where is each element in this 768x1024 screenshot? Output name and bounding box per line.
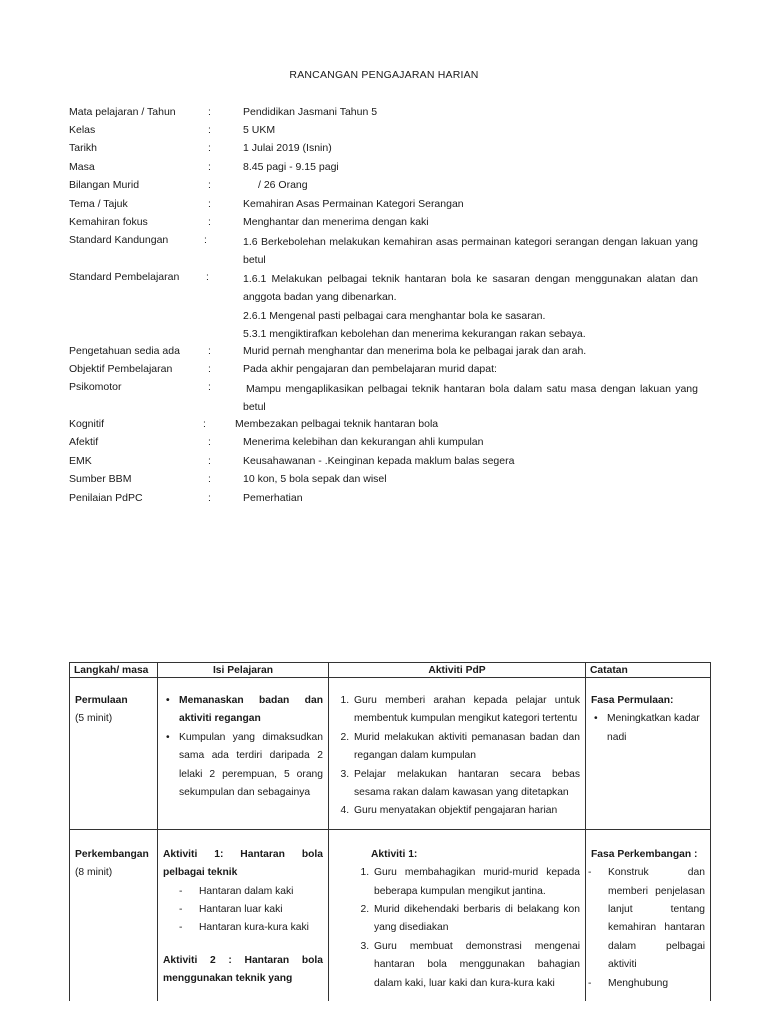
subject-value: Pendidikan Jasmani Tahun 5 [243, 106, 378, 118]
list-item: • Memanaskan badan dan aktiviti regangan [179, 692, 323, 729]
objective-value: Pada akhir pengajaran dan pembelajaran murid dapat: [243, 363, 497, 375]
info-row-assessment [0, 492, 768, 510]
info-row-date [0, 142, 768, 160]
assessment-value: Pemerhatian [243, 492, 303, 504]
date-label: Tarikh [69, 142, 98, 154]
info-row-theme [0, 198, 768, 216]
table-header-row [70, 663, 711, 678]
colon: : [204, 234, 207, 246]
affective-value: Menerima kelebihan dan kekurangan ahli kumpulan [243, 436, 484, 448]
list-item: 2. Murid melakukan aktiviti pemanasan badan dan regangan dalam kumpulan [352, 729, 580, 766]
stage-duration: (5 minit) [75, 713, 113, 725]
list-item: 3. Pelajar melakukan hantaran secara bebas sesama rakan dalam kawasan yang ditetapkan [352, 766, 580, 803]
learning-standard-label: Standard Pembelajaran [69, 271, 180, 283]
emk-label: EMK [69, 455, 92, 467]
content-cell [158, 829, 329, 1001]
activities-cell [329, 829, 586, 1001]
list-item: 3. Guru membuat demonstrasi mengenai hantaran bola menggunakan bahagian dalam kaki, luar kaki dan kura-kura kaki [372, 938, 580, 993]
colon: : [208, 161, 211, 173]
info-row-students [0, 179, 768, 197]
info-row-class [0, 124, 768, 142]
emk-value: Keusahawanan - .Keinginan kepada maklum balas segera [243, 455, 515, 467]
time-label: Masa [69, 161, 95, 173]
cognitive-label: Kognitif [69, 418, 105, 430]
time-value: 8.45 pagi - 9.15 pagi [243, 161, 339, 173]
notes-list [591, 864, 705, 993]
prior-knowledge-label: Pengetahuan sedia ada [69, 345, 180, 357]
colon: : [208, 345, 211, 357]
objective-label: Objektif Pembelajaran [69, 363, 173, 375]
list-item: - Hantaran dalam kaki [199, 883, 323, 901]
colon: : [208, 106, 211, 118]
colon: : [208, 216, 211, 228]
colon: : [206, 271, 209, 283]
content-standard-label: Standard Kandungan [69, 234, 169, 246]
info-row-focus [0, 216, 768, 234]
notes-list [591, 710, 705, 747]
info-row-cognitive [0, 418, 768, 436]
list-item: 2. Murid dikehendaki berbaris di belakang kon yang disediakan [372, 901, 580, 938]
header-step-time: Langkah/ masa [70, 663, 158, 678]
activities-title: Aktiviti 1: [371, 848, 418, 860]
content-standard-value: 1.6 Berkebolehan melakukan kemahiran asas permainan kategori serangan dengan lakuan yang betul [243, 236, 698, 267]
class-value: 5 UKM [243, 124, 276, 136]
theme-value: Kemahiran Asas Permainan Kategori Serangan [243, 198, 464, 210]
notes-title: Fasa Permulaan: [591, 695, 674, 706]
activities-cell [329, 678, 586, 830]
date-value: 1 Julai 2019 (Isnin) [243, 142, 332, 154]
info-row-emk [0, 455, 768, 473]
info-row-subject [0, 106, 768, 124]
bbm-label: Sumber BBM [69, 473, 132, 485]
list-item: 4. Guru menyatakan objektif pengajaran harian [352, 802, 580, 820]
stage-cell [70, 829, 158, 1001]
colon: : [208, 198, 211, 210]
focus-label: Kemahiran fokus [69, 216, 148, 228]
table-row [70, 829, 711, 1001]
assessment-label: Penilaian PdPC [69, 492, 143, 504]
stage-cell [70, 678, 158, 830]
colon: : [208, 436, 211, 448]
list-item: - Menghubung [608, 975, 705, 993]
colon: : [203, 418, 206, 430]
theme-label: Tema / Tajuk [69, 198, 128, 210]
colon: : [208, 142, 211, 154]
content-cell [158, 678, 329, 830]
activity1-title: Aktiviti 1: Hantaran bola pelbagai teknik [163, 848, 323, 879]
notes-cell [586, 678, 711, 830]
info-row-prior-knowledge [0, 345, 768, 363]
class-label: Kelas [69, 124, 96, 136]
activity2-title: Aktiviti 2 : Hantaran bola menggunakan teknik yang [163, 954, 323, 985]
list-item: - Hantaran kura-kura kaki [199, 919, 323, 937]
activities-list [334, 864, 580, 993]
colon: : [208, 381, 211, 393]
learning-standard-1: 1.6.1 Melakukan pelbagai teknik hantaran bola ke sasaran dengan menggunakan alatan dan anggota badan yang dibenarkan. [243, 273, 698, 304]
cognitive-value: Membezakan pelbagai teknik hantaran bola [235, 418, 439, 430]
students-value: / 26 Orang [258, 179, 308, 191]
stage-duration: (8 minit) [75, 867, 113, 879]
content-list [163, 692, 323, 802]
stage-name: Permulaan [75, 695, 128, 706]
colon: : [208, 492, 211, 504]
info-row-affective [0, 436, 768, 454]
prior-knowledge-value: Murid pernah menghantar dan menerima bola ke pelbagai jarak dan arah. [243, 345, 587, 357]
colon: : [208, 363, 211, 375]
focus-value: Menghantar dan menerima dengan kaki [243, 216, 429, 228]
psychomotor-value: Mampu mengaplikasikan pelbagai teknik hantaran bola dalam satu masa dengan lakuan yang betul [243, 383, 698, 414]
header-content: Isi Pelajaran [158, 663, 329, 678]
lesson-plan-table [69, 662, 711, 1001]
bbm-value: 10 kon, 5 bola sepak dan wisel [243, 473, 387, 485]
header-activities: Aktiviti PdP [329, 663, 586, 678]
document-title: RANCANGAN PENGAJARAN HARIAN [289, 69, 479, 81]
colon: : [208, 179, 211, 191]
notes-title: Fasa Perkembangan : [591, 848, 698, 860]
table-row [70, 678, 711, 830]
learning-standard-2: 2.6.1 Mengenal pasti pelbagai cara menghantar bola ke sasaran. [243, 310, 546, 322]
colon: : [208, 455, 211, 467]
colon: : [208, 124, 211, 136]
psychomotor-label: Psikomotor [69, 381, 122, 393]
list-item: - Konstruk dan memberi penjelasan lanjut tentang kemahiran hantaran dalam pelbagai aktiviti [608, 864, 705, 974]
header-notes: Catatan [586, 663, 711, 678]
list-item: 1. Guru memberi arahan kepada pelajar untuk membentuk kumpulan mengikut kategori tertentu [352, 692, 580, 729]
activities-list [334, 692, 580, 821]
list-item: - Hantaran luar kaki [199, 901, 323, 919]
list-item: • Meningkatkan kadar nadi [607, 710, 705, 747]
affective-label: Afektif [69, 436, 99, 448]
colon: : [208, 473, 211, 485]
list-item: 1. Guru membahagikan murid-murid kepada beberapa kumpulan mengikut jantina. [372, 864, 580, 901]
list-item: • Kumpulan yang dimaksudkan sama ada terdiri daripada 2 lelaki 2 perempuan, 5 orang sekumpulan dan sebagainya [179, 729, 323, 803]
students-label: Bilangan Murid [69, 179, 140, 191]
subject-label: Mata pelajaran / Tahun [69, 106, 176, 118]
info-row-bbm [0, 473, 768, 491]
notes-cell [586, 829, 711, 1001]
learning-standard-3: 5.3.1 mengiktirafkan kebolehan dan menerima kekurangan rakan sebaya. [243, 328, 586, 340]
info-row-objective [0, 363, 768, 381]
stage-name: Perkembangan [75, 848, 149, 860]
activity1-list [163, 883, 323, 938]
info-row-time [0, 161, 768, 179]
